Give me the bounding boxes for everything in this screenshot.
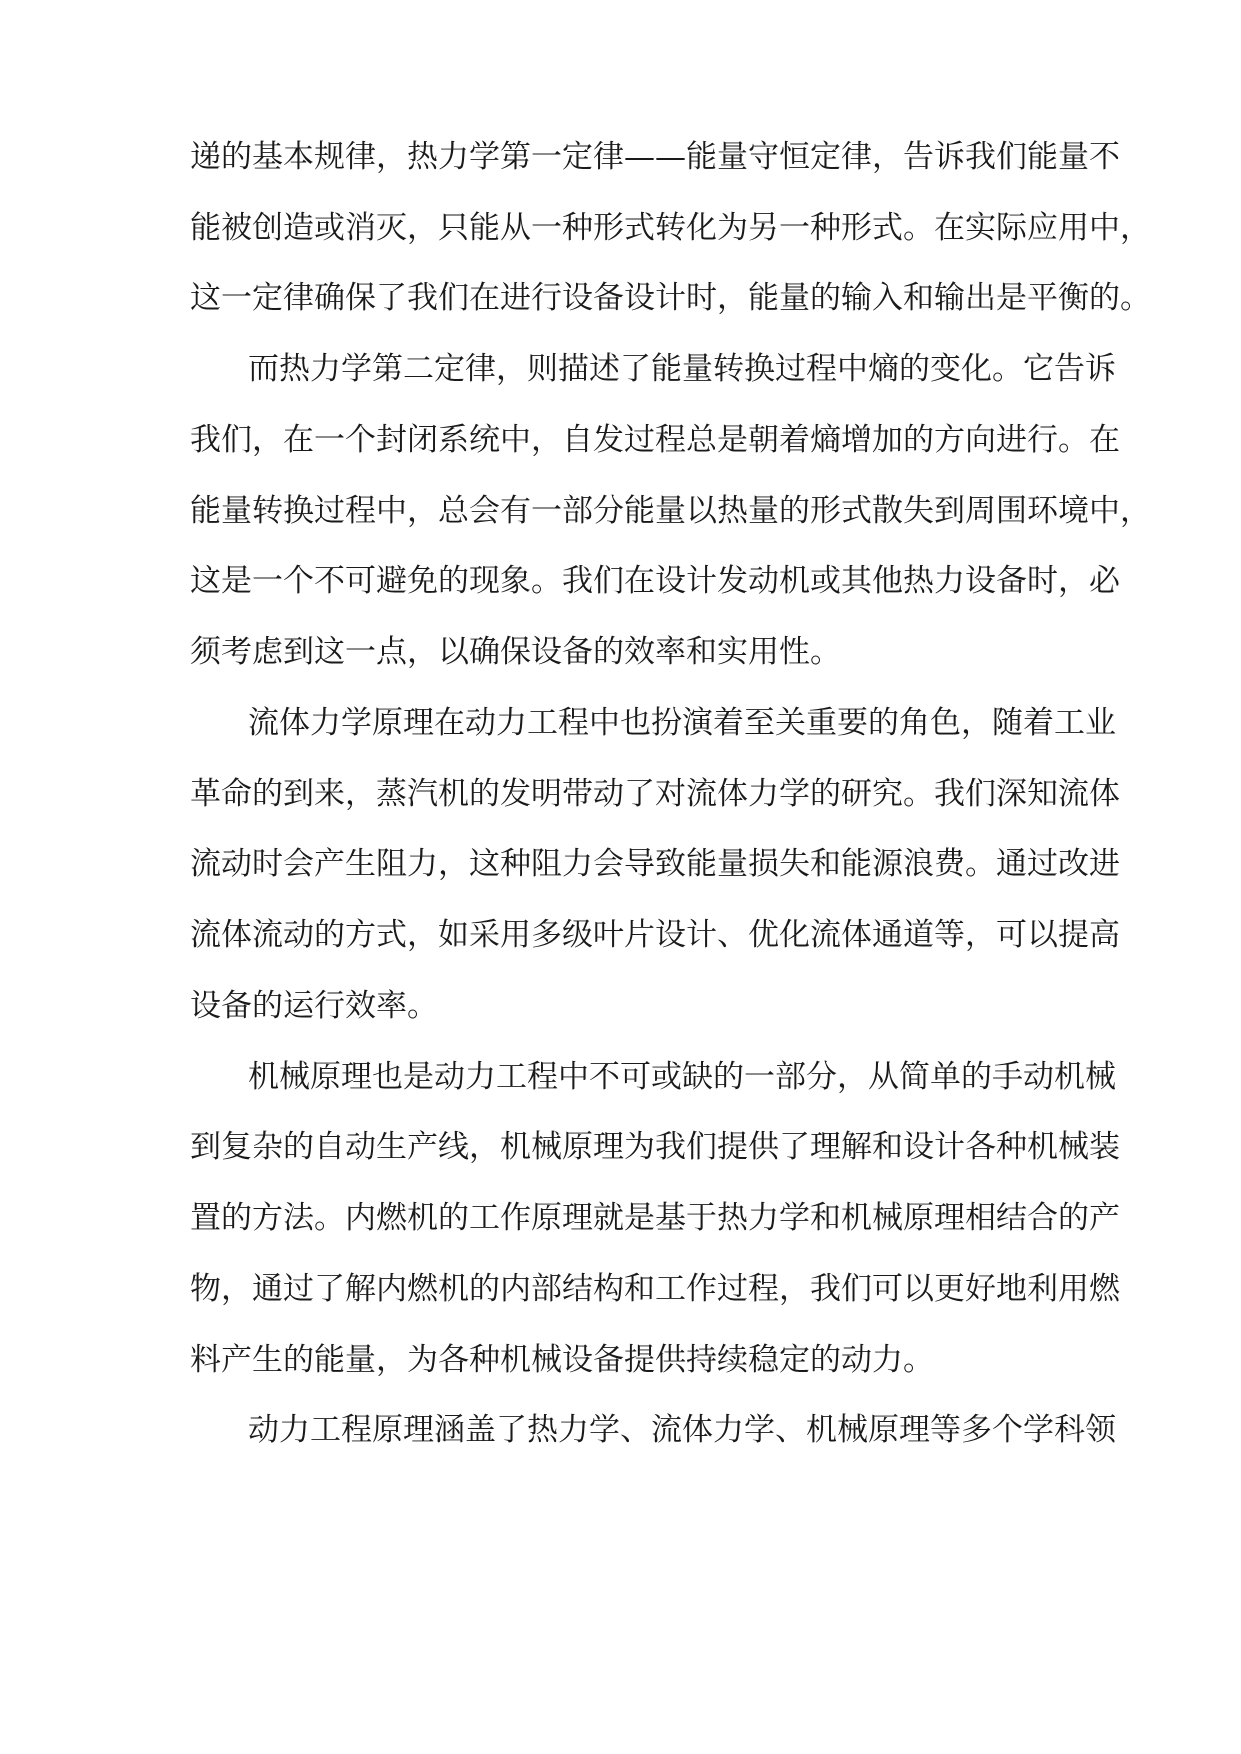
text-line: 我们，在一个封闭系统中，自发过程总是朝着熵增加的方向进行。在 (190, 422, 1120, 458)
paragraph-first-line: 机械原理也是动力工程中不可或缺的一部分，从简单的手动机械 (248, 1059, 1116, 1095)
text-line: 能被创造或消灭，只能从一种形式转化为另一种形式。在实际应用中， (190, 210, 1151, 246)
text-line: 料产生的能量，为各种机械设备提供持续稳定的动力。 (190, 1342, 934, 1378)
text-line: 设备的运行效率。 (190, 988, 438, 1024)
paragraph-first-line: 流体力学原理在动力工程中也扮演着至关重要的角色，随着工业 (248, 705, 1116, 741)
text-line: 须考虑到这一点，以确保设备的效率和实用性。 (190, 634, 841, 670)
text-line: 这是一个不可避免的现象。我们在设计发动机或其他热力设备时，必 (190, 563, 1120, 599)
text-line: 流体流动的方式，如采用多级叶片设计、优化流体通道等，可以提高 (190, 917, 1120, 953)
text-line: 置的方法。内燃机的工作原理就是基于热力学和机械原理相结合的产 (190, 1200, 1120, 1236)
paragraph-first-line: 动力工程原理涵盖了热力学、流体力学、机械原理等多个学科领 (248, 1412, 1116, 1448)
paragraph-first-line: 而热力学第二定律，则描述了能量转换过程中熵的变化。它告诉 (248, 351, 1116, 387)
text-line: 流动时会产生阻力，这种阻力会导致能量损失和能源浪费。通过改进 (190, 846, 1120, 882)
text-line: 递的基本规律，热力学第一定律——能量守恒定律，告诉我们能量不 (190, 139, 1120, 175)
text-line: 能量转换过程中，总会有一部分能量以热量的形式散失到周围环境中， (190, 493, 1151, 529)
text-line: 到复杂的自动生产线，机械原理为我们提供了理解和设计各种机械装 (190, 1129, 1120, 1165)
text-line: 这一定律确保了我们在进行设备设计时，能量的输入和输出是平衡的。 (190, 280, 1151, 316)
text-line: 革命的到来，蒸汽机的发明带动了对流体力学的研究。我们深知流体 (190, 776, 1120, 812)
text-line: 物，通过了解内燃机的内部结构和工作过程，我们可以更好地利用燃 (190, 1271, 1120, 1307)
